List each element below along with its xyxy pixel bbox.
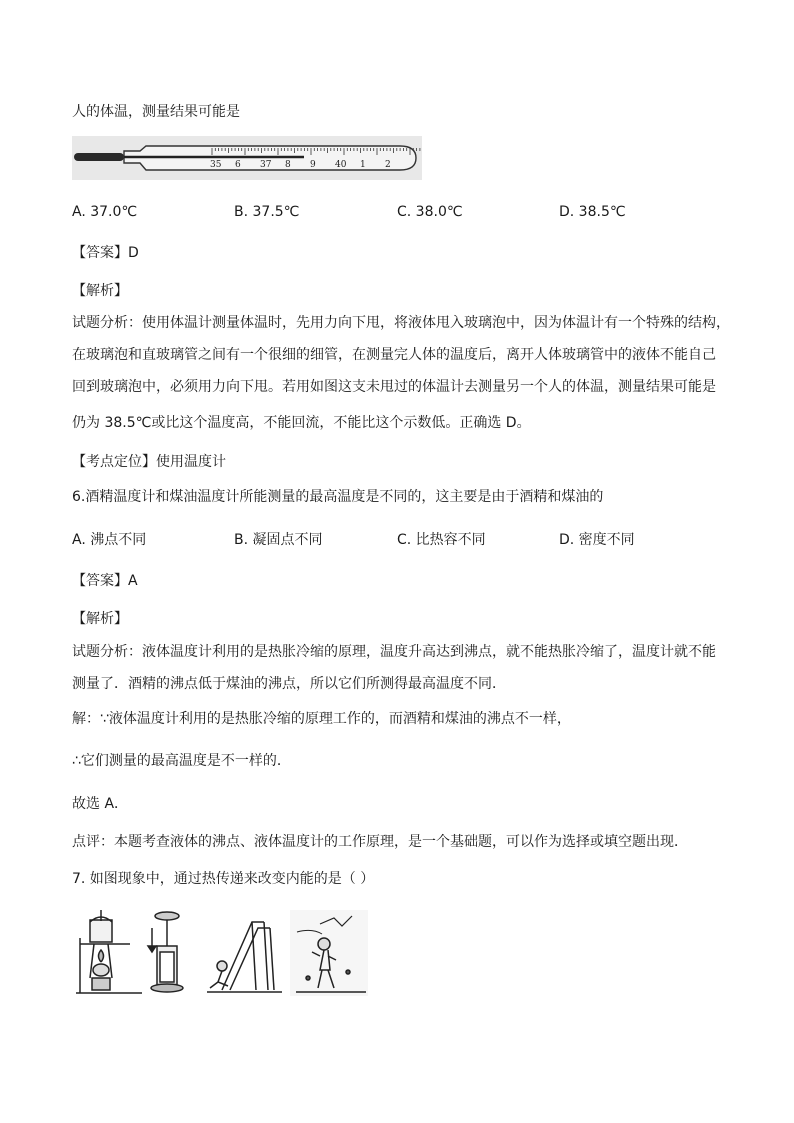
thermometer-bulb (74, 153, 124, 161)
q6-stem: 6.酒精温度计和煤油温度计所能测量的最高温度是不同的，这主要是由于酒精和煤油的 (72, 489, 604, 505)
q5-analysis-heading: 【解析】 (72, 283, 128, 299)
q6-solution-line-2: ∴它们测量的最高温度是不一样的． (72, 753, 291, 769)
q5-analysis-line-1: 试题分析：使用体温计测量体温时，先用力向下甩，将液体甩入玻璃泡中，因为体温计有一个特殊的结构， (72, 315, 730, 331)
q5-option-a[interactable]: A. 37.0℃ (72, 204, 138, 220)
thermometer-figure (72, 136, 422, 180)
q5-kaodian: 【考点定位】使用温度计 (72, 454, 226, 470)
thermometer-scale-label: 37 (260, 160, 272, 170)
q5-analysis-line-4: 仍为 38.5℃或比这个温度高，不能回流，不能比这个示数低。正确选 D。 (72, 415, 531, 431)
q5-analysis-line-2: 在玻璃泡和直玻璃管之间有一个很细的细管，在测量完人体的温度后，离开人体玻璃管中的液体不能自己 (72, 347, 716, 363)
thermometer-scale-label: 9 (310, 160, 316, 170)
q6-comment: 点评：本题考查液体的沸点、液体温度计的工作原理，是一个基础题，可以作为选择或填空题出现． (72, 834, 688, 850)
q6-solution-line-1: 解：∵液体温度计利用的是热胀冷缩的原理工作的，而酒精和煤油的沸点不一样， (72, 711, 571, 727)
q6-analysis-heading: 【解析】 (72, 611, 128, 627)
thermometer-scale-label: 8 (285, 160, 291, 170)
q5-option-b[interactable]: B. 37.5℃ (234, 204, 300, 220)
q6-option-a[interactable]: A. 沸点不同 (72, 532, 147, 548)
q6-option-c[interactable]: C. 比热容不同 (397, 532, 486, 548)
q5-answer: 【答案】D (72, 245, 139, 261)
q6-choose: 故选 A． (72, 796, 129, 812)
thermometer-scale-label: 40 (335, 160, 347, 170)
q5-option-d[interactable]: D. 38.5℃ (559, 204, 626, 220)
q5-stem-tail: 人的体温，测量结果可能是 (72, 104, 240, 120)
q5-option-c[interactable]: C. 38.0℃ (397, 204, 463, 220)
q7-figures (72, 908, 372, 998)
q6-analysis-line-1: 试题分析：液体温度计利用的是热胀冷缩的原理，温度升高达到沸点，就不能热胀冷缩了，温度计就不能 (72, 644, 716, 660)
q6-option-d[interactable]: D. 密度不同 (559, 532, 635, 548)
thermometer-scale-label: 2 (385, 160, 391, 170)
thermometer-scale-label: 1 (360, 160, 366, 170)
beaker-heating-figure (76, 910, 142, 993)
q5-analysis-line-3: 回到玻璃泡中，必须用力向下甩。若用如图这支未甩过的体温计去测量另一个人的体温，测量结果可能是 (72, 379, 716, 395)
air-compression-figure (148, 912, 183, 992)
slide-figure (207, 922, 282, 992)
q7-stem: 7. 如图现象中，通过热传递来改变内能的是（ ） (72, 871, 375, 887)
wind-person-figure (290, 910, 368, 996)
thermometer-scale-label: 35 (210, 160, 222, 170)
thermometer-scale-label: 6 (235, 160, 241, 170)
q6-option-b[interactable]: B. 凝固点不同 (234, 532, 323, 548)
q6-analysis-line-2: 测量了．酒精的沸点低于煤油的沸点，所以它们所测得最高温度不同． (72, 676, 506, 692)
q6-answer: 【答案】A (72, 573, 138, 589)
